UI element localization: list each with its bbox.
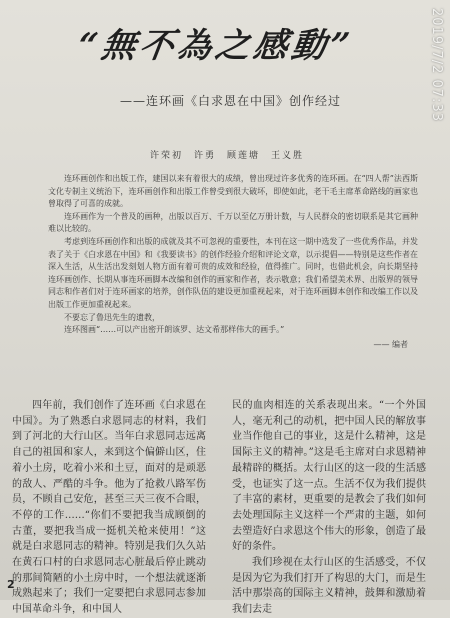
author-list: 许荣初 许勇 顾莲塘 王义胜 <box>150 151 305 161</box>
photo-timestamp: 2019/7/2 07:33 <box>429 8 444 122</box>
editor-note-paragraph: 连环画创作和出版工作，建国以来有着很大的成绩，曾出现过许多优秀的连环画。在“四人帮”法西斯文化专制主义统治下，连环画创作和出版工作曾受到很大破坏，即使如此，老干毛主席革命路线的画家也曾取得了可喜的成就。 <box>48 174 418 209</box>
editor-note-paragraph: 不要忘了鲁迅先生的遗教， <box>64 312 160 322</box>
page-number: 2 <box>7 578 15 591</box>
body-paragraph: 四年前，我们创作了连环画《白求恩在中国》。为了熟悉白求恩同志的材料，我们到了河北的大行山区。当年白求恩同志远离自己的祖国和家人，来到这个偏僻山区，住着小土房，吃着小米和土豆，面对的是顽恶的敌人、严酷的斗争。他为了抢救八路军伤员，不顾自己安危，甚至三天三夜不合眼，不停的工作……“你们不要把我当成顾倒的古董，要把我当成一挺机关枪来使用！”这就是白求恩同志的精神。特别是我们久久站在黄石口村的白求恩同志心脏最后停止跳动的那间简陋的小土房中时，一个想法就逐渐成熟起来了；我们一定要把白求恩同志参加中国革命斗争，和中国人 <box>12 400 206 616</box>
editor-note-paragraph: 连环画作为一个普及的画种，出版以百万、千万以至亿万册计数，与人民群众的密切联系是其它画种难以比较的。 <box>48 211 418 234</box>
editor-note-quote: 连环图画“……可以产出密开朗该罗、达文希那样伟大的画手。” <box>64 325 285 335</box>
editor-note <box>48 173 418 351</box>
editor-signature: —— 编者 <box>373 339 408 349</box>
article-subtitle: ——连环画《白求恩在中国》创作经过 <box>120 94 342 108</box>
article-title: “無不為之感動” <box>75 26 356 66</box>
body-paragraph: 民的血肉相连的关系表现出来。“一个外国人，毫无利己的动机，把中国人民的解放事业当作他自己的事业，这是什么精神，这是国际主义的精神。”这是毛主席对白求恩精神最精辟的概括。太行山区的这一段的生活感受，也证实了这一点。生活不仅为我们提供了丰富的素材，更重要的是教会了我们如何去处理国际主义这样一个严肃的主题，如何去塑造好白求恩这个伟大的形象，创造了最好的条件。 <box>232 400 426 553</box>
body-paragraph: 我们珍视在太行山区的生活感受，不仅是因为它为我们打开了构思的大门，而是生活中那崇高的国际主义精神，鼓舞和激励着我们去走 <box>232 557 426 616</box>
body-column-right <box>232 398 426 618</box>
editor-note-paragraph: 考虑到连环画创作和出版的成就及其不可忽视的重要性，本刊在这一期中选发了一些优秀作品，并发表了关于《白求恩在中国》和《我要读书》的创作经验介绍和评论文章，以示提倡——特别是这些作者在深入生活，从生活出发刻划人物方面有着可贵的成效和经验，值得推广。同时，也借此机会，向长期坚持连环画创作、长期从事连环画脚本改编和创作的画家和作者，表示敬意；我们希望美术界、出版界的领导同志和作者们对于连环画家的培养，创作队伍的建设更加重视起来，对于连环画脚本创作和改编工作以及出版工作更加重视起来。 <box>48 236 418 309</box>
body-column-left <box>12 398 206 618</box>
